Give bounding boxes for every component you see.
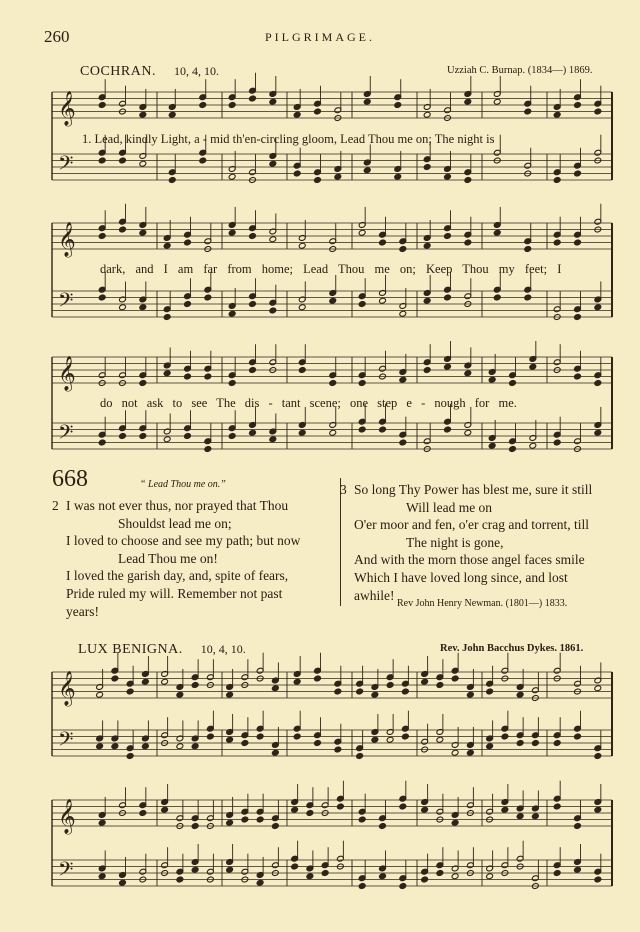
stanza-text: I loved to choose and see my path; but now [66, 533, 301, 549]
svg-text:𝄞: 𝄞 [58, 671, 76, 706]
lyric-line-1: 1. Lead, kindly Light, a - mid th'en-circling gloom, Lead Thou me on; The night is [82, 132, 495, 146]
stanza-text: Will lead me on [406, 499, 493, 515]
stanza-2 [52, 497, 300, 620]
lyric-line-3: do not ask to see The dis - tant scene; one step e - nough for me. [100, 396, 517, 410]
svg-text:𝄞: 𝄞 [58, 356, 76, 391]
stanza-line [340, 569, 592, 587]
svg-text:𝄢: 𝄢 [58, 857, 74, 886]
svg-text:𝄢: 𝄢 [58, 288, 74, 317]
first-line-title: “ Lead Thou me on.” [140, 479, 226, 490]
stanza-text: O'er moor and fen, o'er crag and torrent, till [354, 517, 590, 533]
stanza-line [340, 499, 592, 517]
page-number: 260 [44, 27, 70, 46]
stanza-number: 3 [340, 482, 347, 497]
stanza-line [52, 532, 300, 550]
tune-meter: 10, 4, 10. [173, 64, 219, 78]
stanza-text: Pride ruled my will. Remember not past [66, 585, 283, 601]
stanza-line [52, 497, 300, 515]
svg-text:𝄢: 𝄢 [58, 420, 74, 449]
stanza-text: years! [66, 603, 99, 619]
tune-heading-2 [78, 640, 246, 658]
tune-name: COCHRAN. [80, 64, 156, 79]
tune-name-2: LUX BENIGNA. [78, 642, 183, 657]
stanza-text: And with the morn those angel faces smile [354, 552, 585, 568]
stanza-line [340, 551, 592, 569]
stanza-text: I was not ever thus, nor prayed that Thou [66, 498, 289, 513]
stanza-text: Lead Thou me on! [118, 550, 218, 566]
stanza-line [52, 567, 300, 585]
composer-credit: Uzziah C. Burnap. (1834—) 1869. [447, 65, 593, 76]
hymn-number: 668 [52, 466, 88, 492]
stanza-text: Shouldst lead me on; [118, 515, 232, 531]
stanza-text: Which I have loved long since, and lost [354, 569, 568, 585]
stanza-line [52, 550, 300, 568]
stanza-line [340, 534, 592, 552]
svg-text:𝄢: 𝄢 [58, 151, 74, 180]
stanza-line [52, 515, 300, 533]
stanza-number: 2 [52, 498, 59, 513]
stanza-line [340, 481, 592, 499]
running-title: PILGRIMAGE. [265, 30, 375, 44]
stanza-line [52, 603, 300, 621]
author-credit: Rev John Henry Newman. (1801—) 1833. [397, 598, 568, 609]
composer-credit-2: Rev. John Bacchus Dykes. 1861. [440, 643, 584, 654]
stanza-text: So long Thy Power has blest me, sure it still [354, 482, 593, 497]
stanza-text: The night is gone, [406, 534, 504, 550]
svg-text:𝄞: 𝄞 [58, 91, 76, 126]
stanza-line [52, 585, 300, 603]
tune-meter-2: 10, 4, 10. [200, 642, 246, 656]
stanza-text: I loved the garish day, and, spite of fears, [66, 568, 289, 584]
svg-text:𝄞: 𝄞 [58, 799, 76, 834]
svg-text:𝄢: 𝄢 [58, 727, 74, 756]
lyric-line-2: dark, and I am far from home; Lead Thou me on; Keep Thou my feet; I [100, 262, 562, 276]
stanza-text: awhile! [354, 587, 395, 603]
stanza-3 [340, 481, 592, 604]
stanza-line [340, 516, 592, 534]
svg-text:𝄞: 𝄞 [58, 222, 76, 257]
